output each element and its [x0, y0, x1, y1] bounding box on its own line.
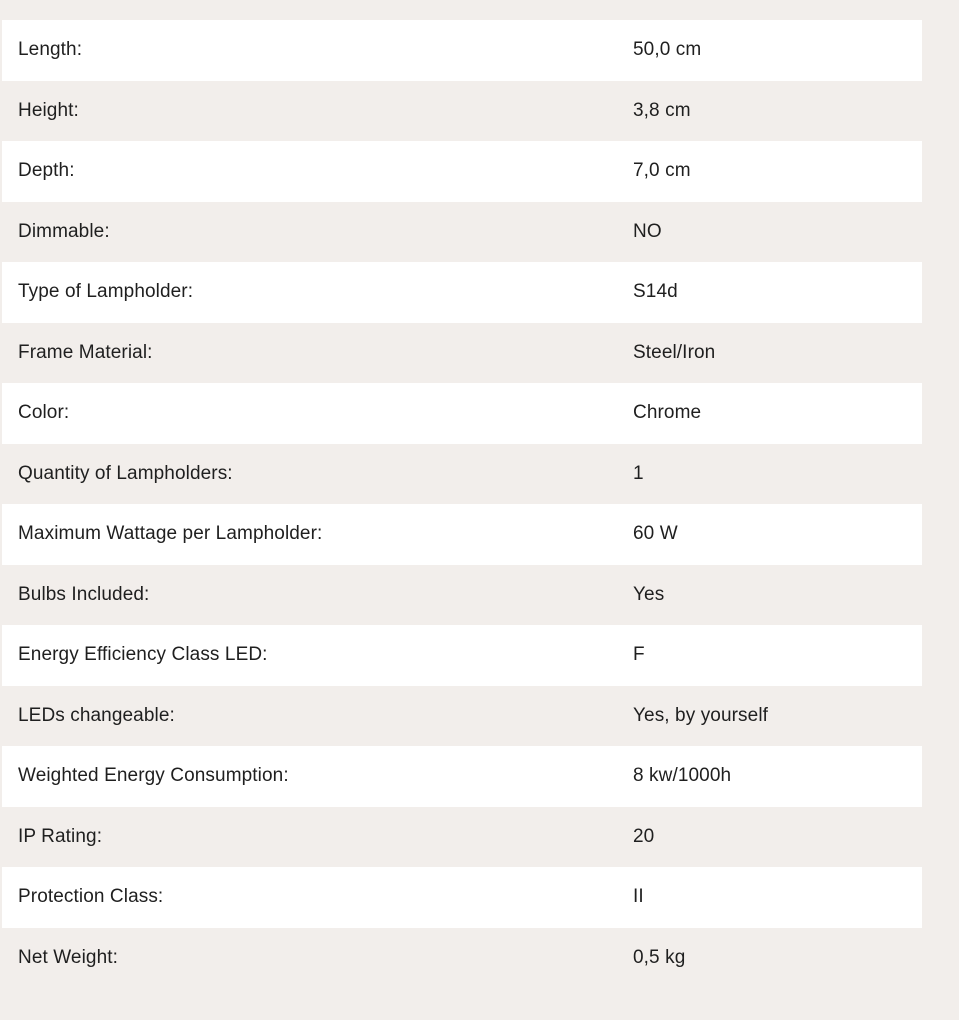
spec-label: Height: [18, 99, 79, 121]
spec-value: 8 kw/1000h [633, 765, 732, 787]
spec-value: 50,0 cm [633, 39, 702, 61]
spec-value: 20 [633, 825, 655, 847]
spec-label: Net Weight: [18, 946, 119, 968]
spec-row-protection-class [2, 867, 922, 928]
spec-label: IP Rating: [18, 825, 103, 847]
spec-label: Frame Material: [18, 341, 153, 363]
spec-row-height [2, 81, 922, 142]
specifications-table [2, 20, 922, 988]
spec-label: Maximum Wattage per Lampholder: [18, 523, 323, 545]
spec-label: Dimmable: [18, 220, 110, 242]
spec-row-dimmable [2, 202, 922, 263]
spec-value: F [633, 644, 645, 666]
spec-row-max-wattage [2, 504, 922, 565]
spec-row-lampholder-quantity [2, 444, 922, 505]
spec-row-leds-changeable [2, 686, 922, 747]
spec-value: Chrome [633, 402, 702, 424]
spec-label: Energy Efficiency Class LED: [18, 644, 268, 666]
spec-label: Length: [18, 39, 83, 61]
spec-value: 60 W [633, 523, 678, 545]
spec-label: LEDs changeable: [18, 704, 175, 726]
spec-value: S14d [633, 281, 678, 303]
spec-value: 3,8 cm [633, 99, 691, 121]
spec-value: NO [633, 220, 662, 242]
spec-label: Weighted Energy Consumption: [18, 765, 289, 787]
spec-row-depth [2, 141, 922, 202]
spec-row-bulbs-included [2, 565, 922, 626]
spec-row-lampholder-type [2, 262, 922, 323]
spec-label: Type of Lampholder: [18, 281, 194, 303]
spec-label: Quantity of Lampholders: [18, 462, 233, 484]
spec-label: Bulbs Included: [18, 583, 150, 605]
spec-value: 7,0 cm [633, 160, 691, 182]
spec-row-frame-material [2, 323, 922, 384]
spec-value: Yes [633, 583, 665, 605]
spec-row-net-weight [2, 928, 922, 989]
spec-label: Color: [18, 402, 70, 424]
spec-row-energy-class [2, 625, 922, 686]
spec-label: Protection Class: [18, 886, 164, 908]
spec-value: Steel/Iron [633, 341, 716, 363]
spec-value: Yes, by yourself [633, 704, 769, 726]
spec-row-energy-consumption [2, 746, 922, 807]
spec-row-color [2, 383, 922, 444]
spec-value: 0,5 kg [633, 946, 686, 968]
spec-row-length [2, 20, 922, 81]
spec-label: Depth: [18, 160, 75, 182]
spec-value: II [633, 886, 644, 908]
spec-row-ip-rating [2, 807, 922, 868]
spec-value: 1 [633, 462, 644, 484]
